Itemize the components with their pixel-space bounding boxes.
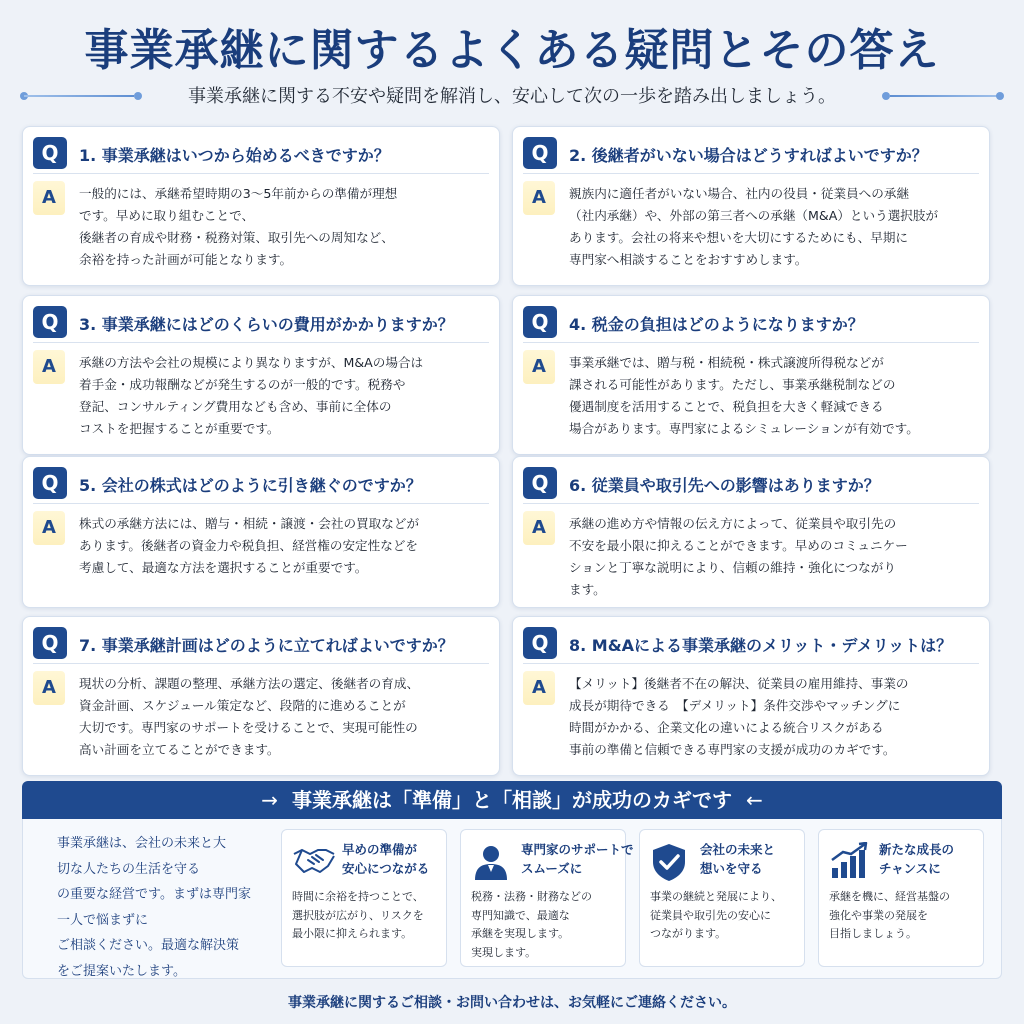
feature-title-line: 安心につながる [342,861,430,876]
answer-text [79,352,489,440]
answer-line: 事業承継では、贈与税・相続税・株式譲渡所得税などが [569,355,884,370]
question-badge: Q [523,306,557,338]
question-text: 8. M&Aによる事業承継のメリット・デメリットは？ [569,636,953,655]
divider [33,173,489,174]
answer-line: 不安を最小限に抑えることができます。早めのコミュニケー [569,538,908,553]
question-text: 7. 事業承継計画はどのように立てればよいですか？ [79,636,454,655]
divider [523,663,979,664]
intro-text [57,831,277,984]
answer-line: ションと丁寧な説明により、信頼の維持・強化につながり [569,560,896,575]
faq-card-6 [512,456,990,608]
feature-body-line: 専門知識で、最適な [471,908,570,922]
answer-text [569,352,979,440]
feature-card-4 [818,829,984,967]
feature-body-line: 従業員や取引先の安心に [650,908,771,922]
answer-line: あります。後継者の資金力や税負担、経営権の安定性などを [79,538,419,553]
feature-card-1 [281,829,447,967]
question-text: 1. 事業承継はいつから始めるべきですか？ [79,146,390,165]
answer-line: 承継の方法や会社の規模により異なりますが、M&Aの場合は [79,355,424,370]
faq-card-1 [22,126,500,286]
answer-line: 成長が期待できる 【デメリット】条件交渉やマッチングに [569,698,901,713]
feature-title-line: 会社の未来と [700,842,776,857]
answer-line: 資金計画、スケジュール策定など、段階的に進めることが [79,698,406,713]
answer-line: 【メリット】後継者不在の解決、従業員の雇用維持、事業の [569,676,909,691]
question-badge: Q [33,306,67,338]
answer-badge: A [523,350,555,384]
answer-line: あります。会社の将来や想いを大切にするためにも、早期に [569,230,909,245]
answer-line: ます。 [569,582,606,597]
answer-badge: A [33,511,65,545]
intro-line: ご相談ください。最適な解決策 [57,938,240,953]
answer-text [569,183,979,271]
question-text: 2. 後継者がいない場合はどうすればよいですか？ [569,146,928,165]
question-badge: Q [33,137,67,169]
feature-title-line: 想いを守る [700,861,763,876]
answer-line: 考慮して、最適な方法を選択することが重要です。 [79,560,368,575]
feature-card-3 [639,829,805,967]
answer-line: 一般的には、承継希望時期の3〜5年前からの準備が理想 [79,186,398,201]
intro-line: 一人で悩まずに [57,912,149,928]
feature-body-line: 税務・法務・財務などの [471,890,592,903]
answer-line: 親族内に適任者がいない場合、社内の役員・従業員への承継 [569,186,910,201]
feature-body-line: 実現します。 [471,945,537,959]
feature-body-line: 最小限に抑えられます。 [292,927,413,940]
faq-card-3 [22,295,500,455]
divider [523,503,979,504]
question-text: 6. 従業員や取引先への影響はありますか？ [569,476,880,495]
faq-card-5 [22,456,500,608]
feature-body-line: 選択肢が広がり、リスクを [292,908,424,922]
feature-title-line: 早めの準備が [342,842,418,857]
answer-line: 場合があります。専門家によるシミュレーションが有効です。 [569,421,919,436]
decorative-dot [996,92,1004,100]
banner-text: 事業承継は「準備」と「相談」が成功のカギです [292,788,732,812]
bottom-panel [22,819,1002,979]
answer-line: 株式の承継方法には、贈与・相続・譲渡・会社の買取などが [79,516,420,531]
faq-card-2 [512,126,990,286]
decorative-dot [134,92,142,100]
question-badge: Q [523,137,557,169]
answer-badge: A [523,511,555,545]
feature-body-line: 承継を実現します。 [471,927,570,940]
answer-line: 高い計画を立てることができます。 [79,742,280,757]
answer-line: です。早めに取り組むことで、 [79,208,255,223]
answer-badge: A [33,350,65,384]
decorative-line-left [24,95,134,97]
answer-badge: A [33,181,65,215]
consultant-icon [471,842,511,882]
intro-line: 事業承継は、会社の未来と大 [57,836,227,851]
question-badge: Q [523,627,557,659]
answer-line: 専門家へ相談することをおすすめします。 [569,252,808,267]
feature-body-line: 強化や事業の発展を [829,908,928,922]
faq-card-8 [512,616,990,776]
handshake-icon [292,842,336,878]
growth-chart-icon [829,842,869,880]
shield-check-icon [650,842,688,882]
feature-title [700,840,804,878]
answer-text [79,513,489,579]
feature-body-line: 目指しましょう。 [829,927,917,940]
arrow-right-icon: → [261,788,278,812]
answer-badge: A [523,671,555,705]
answer-text [79,183,489,271]
divider [33,503,489,504]
divider [33,342,489,343]
feature-body-line: 時間に余裕を持つことで、 [292,890,424,903]
arrow-left-icon: ← [746,788,763,812]
answer-line: 余裕を持った計画が可能となります。 [79,252,293,267]
question-text: 5. 会社の株式はどのように引き継ぐのですか？ [79,476,422,495]
question-badge: Q [33,627,67,659]
decorative-dot [882,92,890,100]
question-badge: Q [33,467,67,499]
feature-title-line: 新たな成長の [879,842,955,857]
answer-line: 現状の分析、課題の整理、承継方法の選定、後継者の育成、 [79,676,420,691]
question-text: 4. 税金の負担はどのようになりますか？ [569,315,864,334]
answer-line: 着手金・成功報酬などが発生するのが一般的です。税務や [79,377,406,392]
answer-badge: A [523,181,555,215]
feature-title-line: 専門家のサポートで [521,842,634,857]
faq-card-4 [512,295,990,455]
feature-title [879,840,983,878]
answer-line: 課される可能性があります。ただし、事業承継税制などの [569,377,896,392]
feature-body-line: 事業の継続と発展により、 [650,890,782,903]
key-message-banner [22,781,1002,819]
question-text: 3. 事業承継にはどのくらいの費用がかかりますか？ [79,315,454,334]
intro-line: の重要な経営です。まずは専門家 [57,887,251,902]
page-subtitle: 事業承継に関する不安や疑問を解消し、安心して次の一歩を踏み出しましょう。 [188,86,836,107]
subtitle-row [0,80,1024,112]
answer-badge: A [33,671,65,705]
answer-line: 時間がかかる、企業文化の違いによる統合リスクがある [569,720,884,735]
divider [523,342,979,343]
decorative-line-right [890,95,1000,97]
answer-line: （社内承継）や、外部の第三者への承継（M&A）という選択肢が [569,208,939,223]
intro-line: 切な人たちの生活を守る [57,861,201,877]
answer-text [569,513,979,601]
answer-text [79,673,489,761]
divider [523,173,979,174]
feature-body [292,888,442,944]
answer-line: 優遇制度を活用することで、税負担を大きく軽減できる [569,399,884,414]
page-title: 事業承継に関するよくある疑問とその答え [84,25,940,76]
feature-title [521,840,634,878]
feature-title [342,840,446,878]
answer-line: 事前の準備と信頼できる専門家の支援が成功のカギです。 [569,742,896,757]
feature-title-line: チャンスに [879,861,941,876]
feature-body [650,888,800,944]
footer-contact-note: 事業承継に関するご相談・お問い合わせは、お気軽にご連絡ください。 [288,995,736,1011]
answer-text [569,673,979,761]
intro-line: をご提案いたします。 [57,963,186,979]
feature-body [471,888,621,962]
divider [33,663,489,664]
answer-line: 大切です。専門家のサポートを受けることで、実現可能性の [79,720,418,735]
answer-line: 登記、コンサルティング費用なども含め、事前に全体の [79,399,392,414]
answer-line: 承継の進め方や情報の伝え方によって、従業員や取引先の [569,516,897,531]
faq-card-7 [22,616,500,776]
feature-title-line: スムーズに [521,861,583,876]
feature-body [829,888,979,944]
feature-body-line: つながります。 [650,927,727,940]
answer-line: コストを把握することが重要です。 [79,421,280,436]
feature-card-2 [460,829,634,967]
question-badge: Q [523,467,557,499]
feature-body-line: 承継を機に、経営基盤の [829,890,950,903]
answer-line: 後継者の育成や財務・税務対策、取引先への周知など、 [79,230,394,245]
